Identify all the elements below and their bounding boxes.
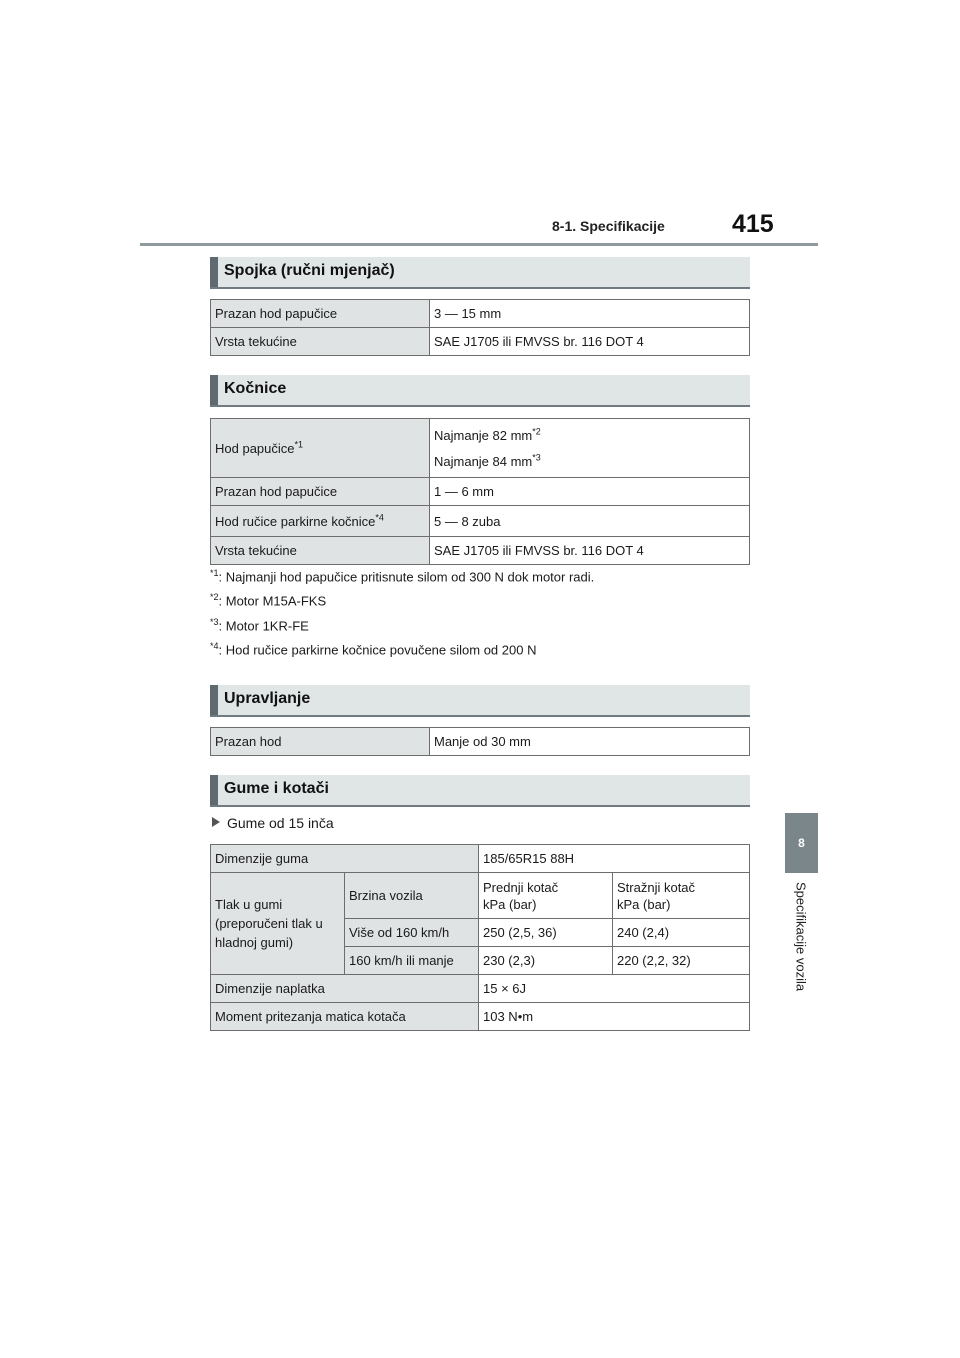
lug-nut-torque-label: Moment pritezanja matica kotača — [211, 1003, 479, 1031]
steering-heading — [210, 685, 750, 717]
clutch-free-play-label: Prazan hod papučice — [211, 300, 430, 328]
pedal-travel-value — [430, 419, 750, 478]
rim-size-label: Dimenzije naplatka — [211, 975, 479, 1003]
table-row — [211, 845, 750, 873]
triangle-bullet-icon — [212, 817, 220, 827]
clutch-fluid-label: Vrsta tekućine — [211, 328, 430, 356]
table-row — [211, 1003, 750, 1031]
footnote-text: : Motor M15A-FKS — [218, 593, 327, 609]
brake-free-play-value: 1 — 6 mm — [430, 478, 750, 506]
front-header-line-2: kPa (bar) — [483, 896, 537, 912]
tires-subtitle-text: Gume od 15 inča — [227, 815, 334, 831]
footnote-text: : Hod ručice parkirne kočnice povučene silom od 200 N — [218, 642, 537, 658]
header-divider — [140, 243, 818, 246]
table-row — [211, 728, 750, 756]
footnote-1 — [210, 568, 594, 584]
footnote-mark: *4 — [210, 641, 219, 651]
rear-header-line-2: kPa (bar) — [617, 896, 671, 912]
table-row — [211, 478, 750, 506]
rear-header-line-1: Stražnji kotač — [617, 879, 696, 895]
brakes-heading — [210, 375, 750, 407]
clutch-fluid-value: SAE J1705 ili FMVSS br. 116 DOT 4 — [430, 328, 750, 356]
table-row — [211, 300, 750, 328]
heading-bar — [210, 375, 218, 405]
front-header — [479, 873, 613, 919]
speed-160-or-less: 160 km/h ili manje — [345, 947, 479, 975]
footnote-3 — [210, 617, 309, 633]
speed-over-160: Više od 160 km/h — [345, 919, 479, 947]
rear-pressure-high: 240 (2,4) — [613, 919, 750, 947]
heading-bar — [210, 685, 218, 715]
page-number: 415 — [732, 210, 774, 238]
brake-fluid-label: Vrsta tekućine — [211, 537, 430, 565]
front-pressure-high: 250 (2,5, 36) — [479, 919, 613, 947]
footnote-mark: *4 — [375, 512, 384, 523]
table-row — [211, 328, 750, 356]
pedal-travel-label — [211, 419, 430, 478]
table-row — [211, 873, 750, 919]
table-row — [211, 506, 750, 537]
pedal-travel-label-text: Hod papučice — [215, 440, 295, 456]
footnote-mark: *2 — [210, 592, 219, 602]
steering-title: Upravljanje — [224, 690, 311, 707]
value-text: Najmanje 82 mm — [434, 427, 533, 443]
steering-table — [210, 727, 750, 756]
section-title: 8-1. Specifikacije — [552, 218, 665, 234]
speed-header: Brzina vozila — [345, 873, 479, 919]
tires-subtitle — [212, 815, 334, 831]
footnote-text: : Motor 1KR-FE — [218, 618, 309, 634]
table-row — [211, 537, 750, 565]
table-row — [211, 419, 750, 478]
footnote-text: : Najmanji hod papučice pritisnute silom od 300 N dok motor radi. — [218, 569, 595, 585]
chapter-tab — [785, 813, 818, 873]
parking-lever-label — [211, 506, 430, 537]
tires-title: Gume i kotači — [224, 780, 329, 797]
tires-heading — [210, 775, 750, 807]
steering-free-play-value: Manje od 30 mm — [430, 728, 750, 756]
tire-size-value: 185/65R15 88H — [479, 845, 750, 873]
clutch-heading — [210, 257, 750, 289]
pedal-travel-value-2 — [434, 453, 745, 470]
chapter-number: 8 — [798, 836, 805, 850]
clutch-free-play-value: 3 — 15 mm — [430, 300, 750, 328]
front-header-line-1: Prednji kotač — [483, 879, 559, 895]
pedal-travel-value-1 — [434, 427, 745, 444]
rear-pressure-low: 220 (2,2, 32) — [613, 947, 750, 975]
tires-table — [210, 844, 750, 1031]
value-text: Najmanje 84 mm — [434, 453, 533, 469]
parking-lever-label-text: Hod ručice parkirne kočnice — [215, 513, 376, 529]
tire-pressure-label: Tlak u gumi (preporučeni tlak u hladnoj gumi) — [211, 873, 345, 975]
heading-bar — [210, 775, 218, 805]
clutch-title: Spojka (ručni mjenjač) — [224, 262, 395, 279]
clutch-table — [210, 299, 750, 356]
footnote-2 — [210, 592, 326, 608]
tire-size-label: Dimenzije guma — [211, 845, 479, 873]
chapter-title: Specifikacije vozila — [793, 882, 809, 992]
brakes-table — [210, 418, 750, 565]
heading-bar — [210, 257, 218, 287]
table-row — [211, 975, 750, 1003]
lug-nut-torque-value: 103 N•m — [479, 1003, 750, 1031]
footnote-mark: *3 — [532, 452, 541, 463]
brake-free-play-label: Prazan hod papučice — [211, 478, 430, 506]
footnote-mark: *2 — [532, 426, 541, 437]
footnote-mark: *3 — [210, 617, 219, 627]
front-pressure-low: 230 (2,3) — [479, 947, 613, 975]
rear-header — [613, 873, 750, 919]
footnote-mark: *1 — [210, 568, 219, 578]
steering-free-play-label: Prazan hod — [211, 728, 430, 756]
rim-size-value: 15 × 6J — [479, 975, 750, 1003]
parking-lever-value: 5 — 8 zuba — [430, 506, 750, 537]
footnote-mark: *1 — [294, 439, 304, 450]
brakes-title: Kočnice — [224, 380, 287, 397]
brake-fluid-value: SAE J1705 ili FMVSS br. 116 DOT 4 — [430, 537, 750, 565]
footnote-4 — [210, 641, 536, 657]
